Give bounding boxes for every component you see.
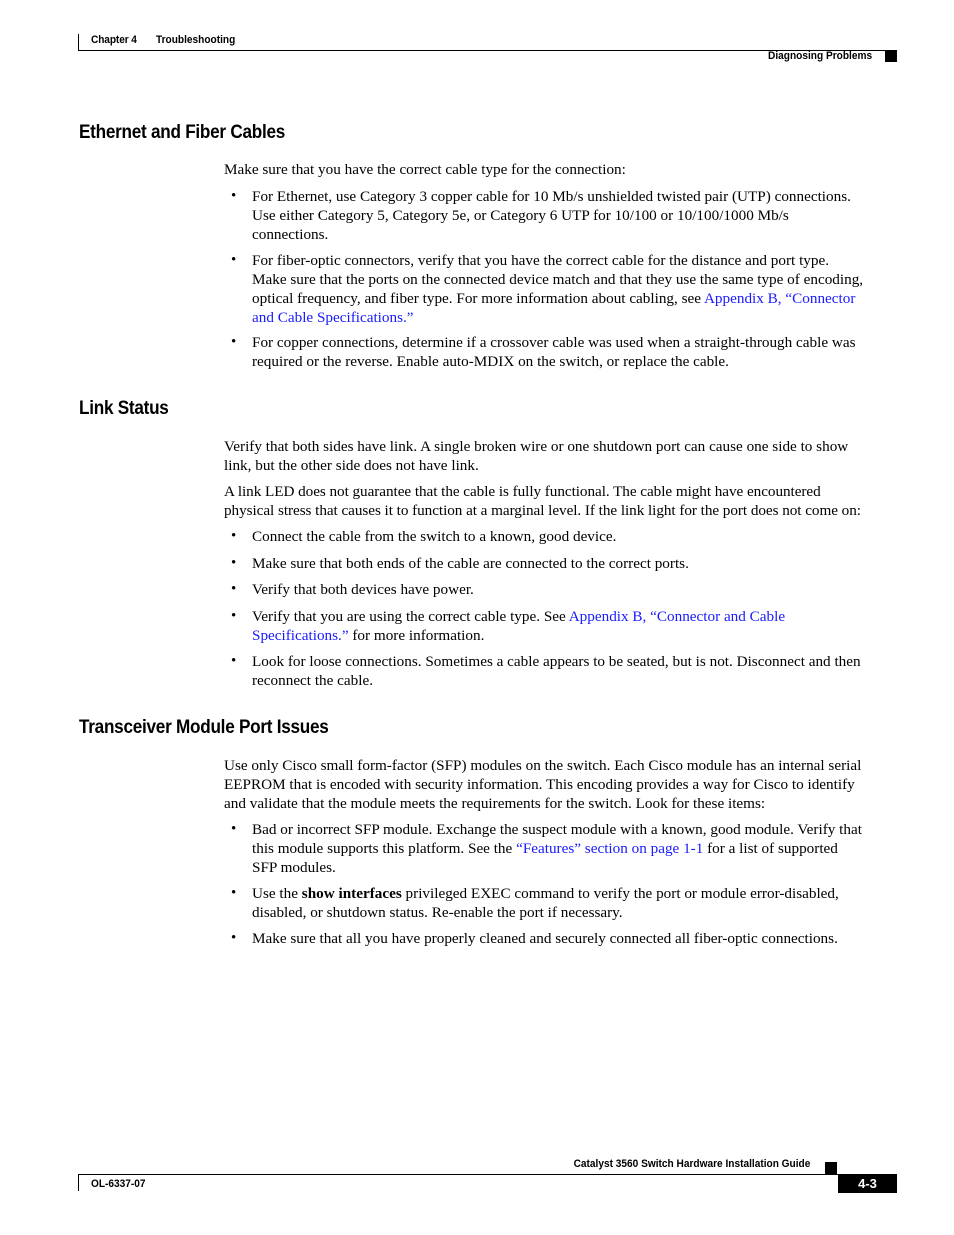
list-item: Verify that both devices have power. [252, 581, 474, 598]
header-vertical-rule [78, 34, 79, 51]
list-item: Connect the cable from the switch to a known, good device. [252, 528, 617, 545]
list-item: For fiber-optic connectors, verify that you have the correct cable for the distance and port type. Make sure that the ports on the connected device match and that they use the same type of encoding, optical frequency, and fiber type. For more information about cabling, see Appendix B, “Connector and Cable Specifications.” [252, 252, 864, 326]
footer-doc-number: OL-6337-07 [91, 1178, 146, 1190]
bullet-marker: • [231, 930, 237, 946]
footer-guide-title: Catalyst 3560 Switch Hardware Installation Guide [573, 1158, 810, 1170]
paragraph: Use only Cisco small form-factor (SFP) modules on the switch. Each Cisco module has an internal serial EEPROM that is encoded with security information. This encoding provides a way for Cisco to identify and validate that the module meets the requirements for the switch. Look for these items: [224, 757, 862, 812]
list-item: For Ethernet, use Category 3 copper cable for 10 Mb/s unshielded twisted pair (UTP) connections. Use either Category 5, Category 5e, or Category 6 UTP for 10/100 or 10/100/1000 Mb/s connections. [252, 188, 851, 243]
footer-vertical-rule [78, 1174, 79, 1191]
list-item: Verify that you are using the correct cable type. See Appendix B, “Connector and Cable Specifications.” for more information. [252, 608, 786, 644]
header-chapter-title: Troubleshooting [156, 34, 236, 46]
appendix-b-link[interactable]: Appendix B, “Connector and Cable Specifications.” [252, 290, 856, 326]
heading-link-status: Link Status [79, 397, 169, 419]
paragraph: A link LED does not guarantee that the cable is fully functional. The cable might have encountered physical stress that causes it to function at a marginal level. If the link light for the port does not come on: [224, 483, 861, 519]
list-item: Make sure that both ends of the cable are connected to the correct ports. [252, 555, 689, 572]
features-section-link[interactable]: “Features” section on page 1-1 [516, 840, 704, 857]
list-item: Use the show interfaces privileged EXEC command to verify the port or module error-disabled, disabled, or shutdown status. Re-enable the port if necessary. [252, 885, 839, 921]
page-number: 4-3 [858, 1176, 877, 1191]
footer-marker-box [825, 1162, 837, 1174]
bullet-marker: • [231, 188, 237, 204]
header-chapter: Chapter 4 [91, 34, 137, 46]
bullet-marker: • [231, 252, 237, 268]
list-item: Make sure that all you have properly cleaned and securely connected all fiber-optic connections. [252, 930, 838, 947]
list-item: For copper connections, determine if a crossover cable was used when a straight-through cable was required or the reverse. Enable auto-MDIX on the switch, or replace the cable. [252, 334, 856, 370]
paragraph: Verify that both sides have link. A single broken wire or one shutdown port can cause one side to show link, but the other side does not have link. [224, 438, 849, 474]
bullet-marker: • [231, 608, 237, 624]
heading-transceiver-module-port-issues: Transceiver Module Port Issues [79, 716, 329, 738]
header-marker-box [885, 50, 897, 62]
bullet-marker: • [231, 581, 237, 597]
list-item: Look for loose connections. Sometimes a cable appears to be seated, but is not. Disconnect and then reconnect the cable. [252, 653, 861, 689]
bullet-marker: • [231, 334, 237, 350]
list-item: Bad or incorrect SFP module. Exchange the suspect module with a known, good module. Verify that this module supports this platform. See the “Features” section on page 1-1 for a list of supported SFP modules. [252, 821, 862, 876]
command-name: show interfaces [301, 885, 402, 902]
appendix-b-link[interactable]: Appendix B, “Connector and Cable Specifications.” [252, 608, 786, 644]
section-intro: Make sure that you have the correct cable type for the connection: [224, 161, 626, 178]
bullet-marker: • [231, 885, 237, 901]
footer-rule [78, 1174, 838, 1175]
bullet-marker: • [231, 821, 237, 837]
bullet-marker: • [231, 528, 237, 544]
bullet-marker: • [231, 555, 237, 571]
header-section-title: Diagnosing Problems [767, 50, 872, 62]
bullet-marker: • [231, 653, 237, 669]
heading-ethernet-fiber-cables: Ethernet and Fiber Cables [79, 121, 286, 143]
